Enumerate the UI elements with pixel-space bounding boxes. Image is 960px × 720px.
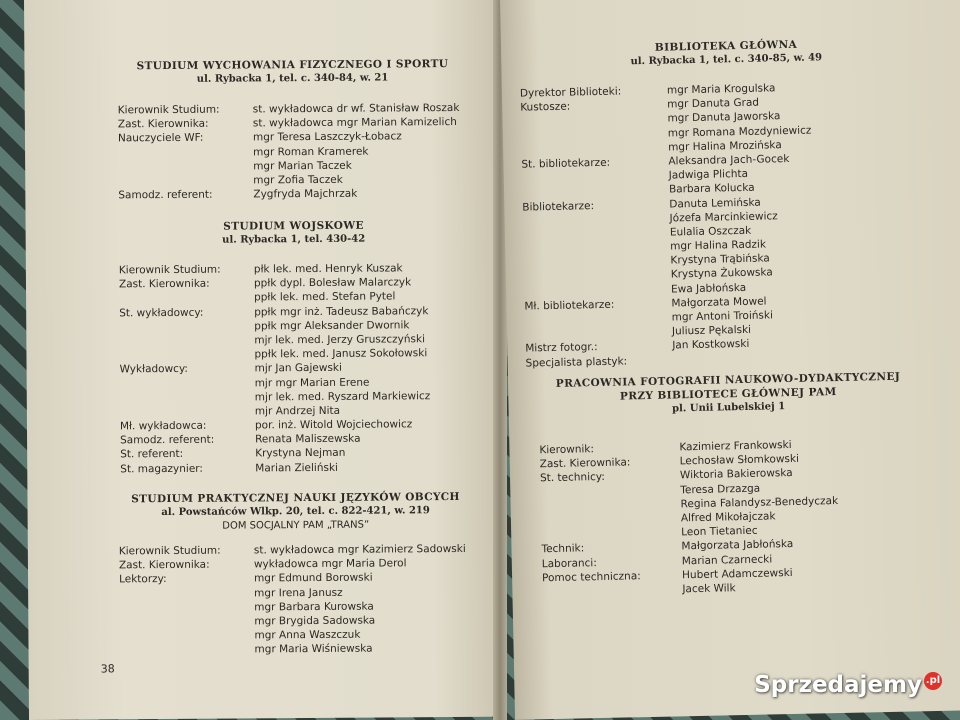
staff-person: Jadwiga Plichta [668, 167, 749, 182]
staff-person: mjr Jan Gajewski [254, 362, 342, 375]
staff-role: Kierownik: [539, 443, 595, 457]
staff-row [120, 459, 500, 476]
staff-row [118, 186, 498, 203]
staff-person: Krystyna Trąbińska [670, 252, 770, 267]
section-address: ul. Rybacka 1, tel. c. 340-84, w. 21 [196, 72, 389, 85]
staff-person: st. wykładowca mgr Marian Kamizelich [252, 116, 457, 130]
staff-person: Ewa Jabłońska [670, 281, 747, 296]
staff-role: Mistrz fotogr.: [525, 341, 598, 355]
staff-person: Hubert Adamczewski [681, 566, 793, 581]
staff-person: mjr mgr Marian Erene [254, 376, 370, 389]
staff-role: Kustosze: [520, 100, 571, 114]
staff-list-biblioteka [520, 78, 926, 370]
staff-person: Kazimierz Frankowski [679, 438, 792, 454]
staff-person: mgr Maria Wiśniewska [254, 642, 373, 656]
staff-list-wf [118, 101, 499, 203]
staff-role: Kierownik Studium: [118, 263, 221, 277]
staff-role: Mł. wykładowca: [119, 419, 207, 433]
staff-person: mgr Anna Waszczuk [254, 628, 361, 642]
staff-person: st. wykładowca mgr Kazimierz Sadowski [253, 542, 466, 557]
staff-person: Aleksandra Jach-Gocek [668, 152, 790, 168]
watermark-badge: .pl [924, 672, 942, 690]
staff-person: mgr Irena Janusz [254, 586, 343, 599]
staff-person: Zygfryda Majchrzak [253, 187, 358, 201]
staff-person: mgr Edmund Borowski [254, 571, 373, 585]
section-jezyki [105, 490, 485, 535]
staff-person: Jan Kostkowski [672, 338, 750, 352]
staff-person: Renata Maliszewska [255, 432, 361, 446]
staff-person: mgr Marian Taczek [253, 159, 352, 173]
staff-person: Teresa Drzazga [680, 482, 761, 496]
section-heading: PRACOWNIA FOTOGRAFII NAUKOWO-DYDAKTYCZNEJ [555, 370, 901, 390]
staff-person: mgr Danuta Jaworska [667, 110, 781, 125]
staff-row [119, 641, 499, 658]
staff-person: mgr Teresa Laszczyk-Łobacz [252, 130, 402, 144]
staff-person: Juliusz Pękalski [671, 324, 752, 338]
section-address: pl. Unii Lubelskiej 1 [671, 401, 786, 415]
staff-person: Danuta Lemińska [669, 196, 761, 210]
section-heading: STUDIUM PRAKTYCZNEJ NAUKI JĘZYKÓW OBCYCH [131, 490, 460, 506]
staff-person: Eulalia Oszczak [669, 224, 752, 239]
section-biblioteka [541, 35, 912, 71]
staff-role: Pomoc techniczna: [541, 569, 641, 584]
staff-person: mgr Zofia Taczek [253, 173, 343, 187]
staff-role: Dyrektor Biblioteki: [519, 85, 622, 100]
staff-person: Wiktoria Bakierowska [679, 467, 793, 482]
staff-list-wojskowe [119, 261, 500, 476]
staff-person: por. inż. Witold Wojciechowicz [254, 418, 413, 432]
section-heading: STUDIUM WOJSKOWE [223, 219, 364, 233]
staff-role: Laboranci: [541, 556, 597, 570]
staff-person: Regina Falandysz-Benedyczak [680, 494, 839, 511]
staff-role: Wykładowcy: [119, 363, 188, 376]
staff-person: ppłk lek. med. Janusz Sokołowski [254, 347, 428, 361]
watermark-text: Sprzedajemy [754, 672, 922, 698]
staff-person: mjr lek. med. Jerzy Gruszczyński [254, 333, 426, 347]
staff-person: mgr Halina Radzik [670, 238, 767, 253]
staff-role: St. magazynier: [120, 462, 203, 475]
staff-person: mgr Brygida Sadowska [254, 614, 376, 628]
section-wf [112, 57, 472, 88]
staff-person: Krystyna Żukowska [670, 266, 773, 281]
staff-role: Technik: [541, 542, 585, 556]
section-address: al. Powstańców Wlkp. 20, tel. c. 822-421, w. 219 [161, 505, 430, 519]
staff-role: Zast. Kierownika: [118, 277, 210, 291]
staff-person: mjr Andrzej Nita [254, 404, 341, 418]
staff-person: płk lek. med. Henryk Kuszak [253, 262, 403, 276]
section-wojskowe [114, 218, 474, 249]
staff-person: mgr Barbara Kurowska [254, 600, 374, 614]
staff-role: Zast. Kierownika: [539, 456, 631, 471]
staff-role: Samodz. referent: [118, 188, 213, 202]
staff-person: Małgorzata Mowel [671, 295, 767, 310]
staff-list-jezyki [119, 542, 500, 658]
section-heading: STUDIUM WYCHOWANIA FIZYCZNEGO I SPORTU [136, 58, 449, 73]
staff-person: Józefa Marcinkiewicz [669, 209, 778, 225]
staff-role: Zast. Kierownika: [118, 558, 210, 572]
sprzedajemy-watermark [754, 672, 942, 698]
staff-role: Kierownik Studium: [118, 544, 221, 558]
staff-role: St. referent: [120, 448, 184, 461]
staff-person: ppłk lek. med. Stefan Pytel [254, 290, 396, 304]
staff-person: mgr Roman Kramerek [253, 145, 369, 158]
staff-role: St. wykładowcy: [119, 306, 204, 319]
right-page [500, 0, 960, 720]
staff-person: Jacek Wilk [682, 582, 736, 596]
section-heading: BIBLIOTEKA GŁÓWNA [654, 38, 798, 54]
section-address: ul. Rybacka 1, tel. c. 340-85, w. 49 [630, 52, 823, 68]
staff-role: Samodz. referent: [120, 433, 215, 447]
section-pracownia [528, 369, 929, 419]
staff-role: Specjalista plastyk: [525, 354, 628, 370]
left-page [24, 0, 507, 720]
staff-list-pracownia [539, 435, 942, 599]
staff-person: mgr Antoni Troiński [671, 309, 774, 324]
staff-person: Marian Zieliński [255, 461, 339, 475]
staff-person: ppłk mgr Aleksander Dwornik [254, 319, 410, 333]
staff-person: Barbara Kolucka [668, 182, 755, 196]
section-heading-line2: PRZY BIBLIOTECE GŁÓWNEJ PAM [619, 386, 837, 403]
staff-person: mgr Danuta Grad [667, 96, 760, 111]
staff-person: Krystyna Nejman [255, 447, 346, 460]
staff-role: Kierownik Studium: [117, 103, 220, 117]
staff-role: Lektorzy: [119, 573, 167, 586]
staff-role: Nauczyciele WF: [117, 132, 204, 145]
staff-person: Alfred Mikołajczak [680, 510, 776, 525]
section-address: ul. Rybacka 1, tel. 430-42 [222, 233, 366, 246]
staff-person: mjr lek. med. Ryszard Markiewicz [254, 389, 431, 404]
staff-person: Leon Tietaniec [681, 524, 758, 539]
staff-person: Lechosław Słomkowski [679, 453, 800, 468]
staff-person: Marian Czarnecki [681, 552, 773, 567]
staff-role: St. technicy: [539, 471, 605, 485]
staff-role: Zast. Kierownika: [117, 117, 209, 131]
page-number: 38 [100, 662, 115, 676]
staff-role: St. bibliotekarze: [521, 156, 611, 171]
staff-person: ppłk mgr inż. Tadeusz Babańczyk [254, 304, 429, 318]
staff-person: Małgorzata Jabłońska [681, 538, 794, 553]
staff-role: Mł. bibliotekarze: [524, 298, 615, 313]
staff-person: mgr Maria Krogulska [666, 82, 776, 97]
staff-role: Bibliotekarze: [522, 199, 595, 214]
staff-person: wykładowca mgr Maria Derol [253, 557, 407, 571]
staff-person: mgr Romana Mozdyniewicz [667, 124, 812, 140]
staff-person: st. wykładowca dr wf. Stanisław Roszak [252, 101, 460, 116]
staff-person: ppłk dypl. Bolesław Malarczyk [253, 276, 412, 290]
section-location: DOM SOCJALNY PAM „TRANS” [222, 519, 370, 532]
staff-person: mgr Halina Mrozińska [667, 138, 782, 154]
